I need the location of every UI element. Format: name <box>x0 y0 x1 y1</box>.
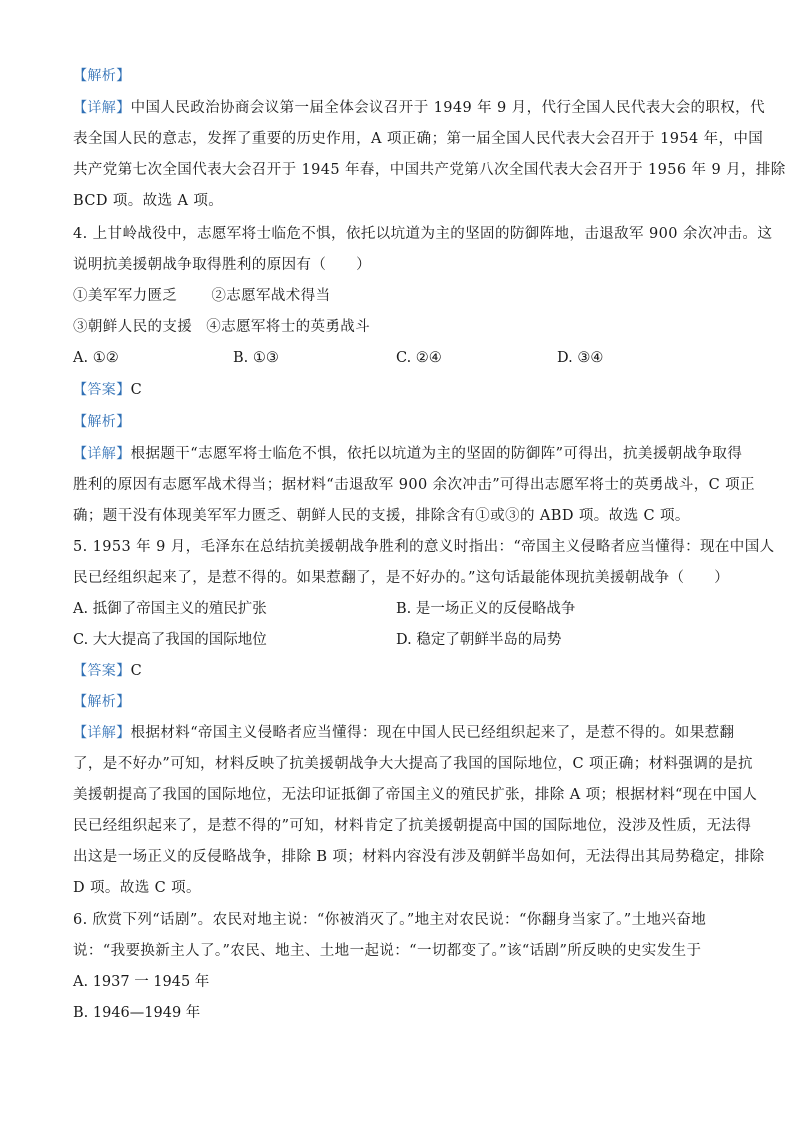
option-c: C. 大大提高了我国的国际地位 <box>73 632 267 648</box>
question-stem: 说：“我要换新主人了。”农民、地主、土地一起说：“一切都变了。”该“话剧”所反映的史实发生于 <box>73 943 702 959</box>
answer-line: 【答案】C <box>73 382 143 398</box>
question-stem: 4. 上甘岭战役中，志愿军将士临危不惧，依托以坑道为主的坚固的防御阵地，击退敌军 900 余次冲击。这 <box>73 226 773 242</box>
detail-line: 胜利的原因有志愿军战术得当；据材料“击退敌军 900 余次冲击”可得出志愿军将士的英勇战斗，C 项正 <box>73 477 755 493</box>
option-a: A. 抵御了帝国主义的殖民扩张 <box>73 601 267 617</box>
detail-line: 出这是一场正义的反侵略战争，排除 B 项；材料内容没有涉及朝鲜半岛如何，无法得出其局势稳定，排除 <box>73 849 765 865</box>
detail-line: 【详解】中国人民政治协商会议第一届全体会议召开于 1949 年 9 月，代行全国人民代表大会的职权，代 <box>73 100 765 116</box>
question-stem: 民已经组织起来了，是惹不得的。如果惹翻了，是不好办的。”这句话最能体现抗美援朝战争（ ） <box>73 570 730 586</box>
detail-line: 了，是不好办”可知，材料反映了抗美援朝战争大大提高了我国的国际地位，C 项正确；材料强调的是抗 <box>73 756 753 772</box>
analysis-label: 【解析】 <box>73 68 131 84</box>
option-d: D. 稳定了朝鲜半岛的局势 <box>396 632 562 648</box>
analysis-label: 【解析】 <box>73 414 131 430</box>
statement-line: ①美军军力匮乏 ②志愿军战术得当 <box>73 288 331 304</box>
detail-line: 民已经组织起来了，是惹不得的”可知，材料肯定了抗美援朝提高中国的国际地位，没涉及性质，无法得 <box>73 818 752 834</box>
detail-line: 【详解】根据材料“帝国主义侵略者应当懂得：现在中国人民已经组织起来了，是惹不得的。如果惹翻 <box>73 725 735 741</box>
option-b: B. 1946—1949 年 <box>73 1005 201 1021</box>
option-b: B. ①③ <box>233 350 279 366</box>
detail-line: 【详解】根据题干“志愿军将士临危不惧，依托以坑道为主的坚固的防御阵”可得出，抗美援朝战争取得 <box>73 446 743 462</box>
detail-line: 表全国人民的意志，发挥了重要的历史作用，A 项正确；第一届全国人民代表大会召开于 1954 年，中国 <box>73 131 764 147</box>
question-stem: 6. 欣赏下列“话剧”。农民对地主说：“你被消灭了。”地主对农民说：“你翻身当家了。”土地兴奋地 <box>73 912 707 928</box>
option-d: D. ③④ <box>557 350 604 366</box>
detail-line: 共产党第七次全国代表大会召开于 1945 年春，中国共产党第八次全国代表大会召开于 1956 年 9 月，排除 <box>73 162 786 178</box>
analysis-label: 【解析】 <box>73 694 131 710</box>
detail-line: BCD 项。故选 A 项。 <box>73 193 224 209</box>
detail-line: 美援朝提高了我国的国际地位，无法印证抵御了帝国主义的殖民扩张，排除 A 项；根据材料“现在中国人 <box>73 787 758 803</box>
option-b: B. 是一场正义的反侵略战争 <box>396 601 576 617</box>
option-c: C. ②④ <box>396 350 442 366</box>
question-stem: 5. 1953 年 9 月，毛泽东在总结抗美援朝战争胜利的意义时指出：“帝国主义侵略者应当懂得：现在中国人 <box>73 539 775 555</box>
option-a: A. 1937 一 1945 年 <box>73 974 210 990</box>
question-stem: 说明抗美援朝战争取得胜利的原因有（ ） <box>73 257 371 273</box>
detail-line: D 项。故选 C 项。 <box>73 880 201 896</box>
answer-line: 【答案】C <box>73 663 143 679</box>
statement-line: ③朝鲜人民的支援 ④志愿军将士的英勇战斗 <box>73 319 371 335</box>
detail-line: 确；题干没有体现美军军力匮乏、朝鲜人民的支援，排除含有①或③的 ABD 项。故选 C 项。 <box>73 508 690 524</box>
option-a: A. ①② <box>73 350 119 366</box>
